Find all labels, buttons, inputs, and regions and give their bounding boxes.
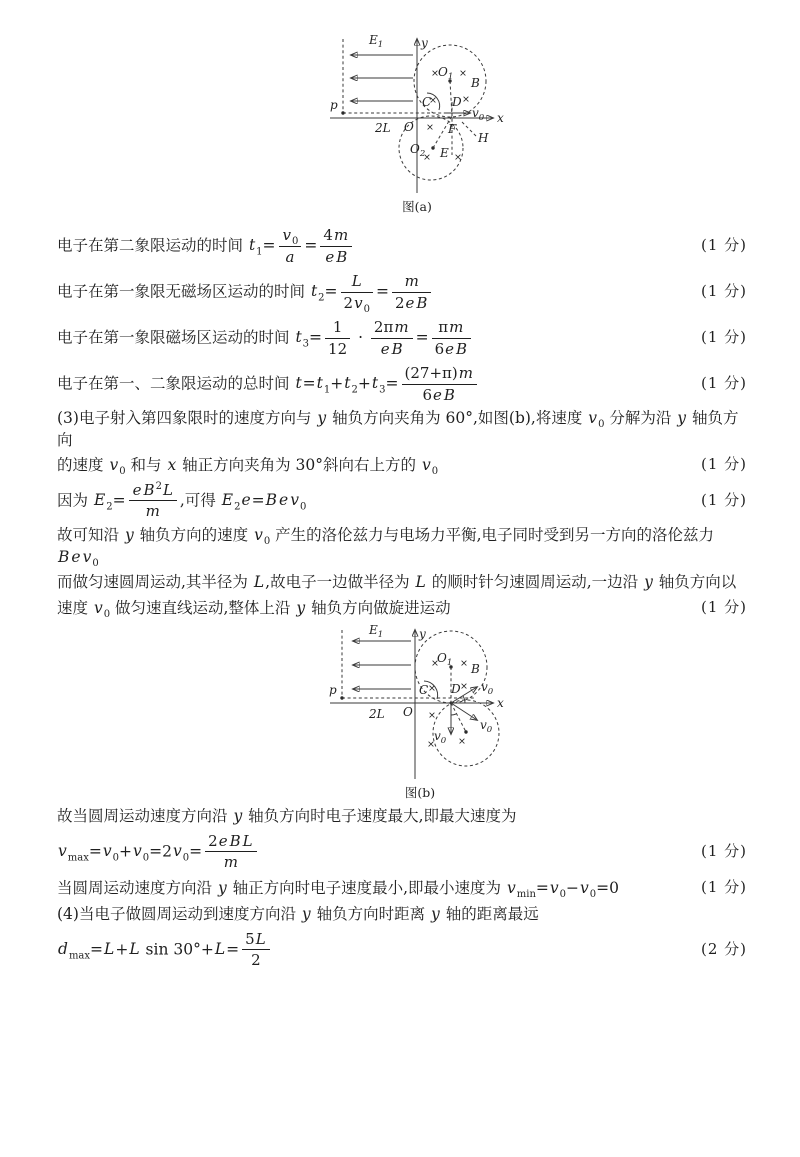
figure-b-diagram: [325, 621, 525, 803]
math-variable: L: [415, 572, 426, 591]
math-subscript: 0: [263, 536, 271, 548]
math-fraction: $\frac{2\pi m}{\text{e B}}$: [371, 318, 413, 359]
solution-line-text: 因为 $E_2=$ $\frac{e B^2L}{m}$ ,可得 $E_2e=B$ e $v_0$: [57, 480, 307, 521]
math-variable: E: [93, 490, 106, 509]
solution-line: [57, 829, 747, 875]
math-variable: L: [242, 831, 253, 850]
math-subscript: 2: [351, 384, 358, 396]
field-into-page-icon: ×: [458, 735, 466, 747]
math-variable: B: [336, 247, 348, 266]
score-label: (1 分): [700, 598, 747, 616]
label-D: D: [451, 681, 461, 696]
label-B: B: [471, 76, 480, 90]
math-variable: L: [162, 480, 173, 499]
math-subscript: 2: [106, 501, 113, 513]
math-subscript: 0: [142, 851, 150, 863]
point-p-dot: [340, 696, 343, 699]
math-variable: m: [458, 363, 473, 382]
label-O: O: [403, 704, 413, 719]
label-O: O: [404, 120, 414, 134]
solution-line-text: 故可知沿 y 轴负方向的速度 $v_0$ 产生的洛伦兹力与电场力平衡,电子同时受到另一方向的洛伦兹力 B e $v_0$: [57, 525, 715, 570]
solution-line-text: 速度 $v_0$ 做匀速直线运动,整体上沿 y 轴负方向做旋进运动: [57, 598, 451, 620]
solution-line: [57, 875, 747, 901]
label-C: C: [419, 682, 429, 697]
math-subscript: 0: [559, 888, 567, 900]
label-O1: $O_1$: [437, 650, 453, 668]
field-into-page-icon: ×: [460, 680, 468, 692]
math-variable: v: [102, 841, 112, 860]
label-2L: 2L: [375, 121, 391, 135]
field-into-page-icon: ×: [460, 657, 468, 669]
math-variable: t: [248, 236, 256, 254]
math-superscript: 2: [155, 480, 162, 492]
math-subscript: 0: [589, 888, 597, 900]
score-label: (1 分): [700, 236, 747, 255]
solution-line: [57, 452, 747, 478]
angle-arc: [463, 696, 465, 703]
solution-line: [57, 361, 747, 407]
math-variable: E: [221, 490, 234, 509]
physics-solution-page: [57, 25, 747, 973]
label-E1: $E_1$: [369, 33, 384, 50]
solution-line: [57, 407, 747, 452]
solution-line: [57, 315, 747, 361]
math-variable: v: [549, 878, 559, 897]
math-variable: B: [265, 490, 278, 509]
score-label: (1 分): [700, 328, 747, 347]
math-variable: v: [58, 841, 67, 860]
field-into-page-icon: ×: [426, 122, 434, 133]
solution-line-text: $d_{max}=L+L$ sin 30°+L= $\frac{5L}{2}$: [57, 930, 691, 971]
math-variable: v: [82, 548, 92, 567]
math-variable: B: [443, 385, 455, 404]
score-label: (1 分): [700, 455, 747, 474]
math-subscript: 0: [103, 608, 111, 620]
field-into-page-icon: ×: [431, 68, 439, 79]
math-subscript: min: [516, 888, 536, 900]
math-variable: d: [58, 939, 68, 958]
label-F: F: [448, 122, 457, 136]
math-variable: m: [145, 502, 160, 521]
score-label: (1 分): [700, 282, 747, 301]
math-fraction: $\frac{5L}{2}$: [242, 930, 270, 971]
field-into-page-icon: ×: [431, 657, 439, 669]
math-variable: x: [167, 455, 177, 474]
solution-line-text: $v_{max}=v_0+v_0=2v_0=$ $\frac{\text{2e B L}}{m}$: [57, 832, 691, 873]
math-variable: m: [333, 225, 349, 244]
math-variable: e: [405, 293, 415, 312]
label-v0-down: $v_0$: [434, 728, 447, 746]
math-variable: e: [279, 490, 289, 509]
math-fraction: $\frac{1}{12}$: [325, 318, 350, 359]
score-label: (1 分): [700, 491, 747, 510]
math-subscript: 0: [363, 303, 370, 315]
lower-center-dot: [464, 730, 467, 733]
label-x: x: [497, 111, 504, 125]
math-variable: m: [223, 853, 238, 872]
label-E1: $E_1$: [369, 622, 384, 640]
math-fraction: $\frac{4m}{\text{e B}}$: [320, 226, 352, 267]
math-variable: m: [449, 317, 464, 336]
solution-line-text: 故当圆周运动速度方向沿 y 轴负方向时电子速度最大,即最大速度为: [57, 806, 517, 825]
math-variable: B: [229, 831, 241, 850]
solution-line-text: 电子在第一、二象限运动的总时间 $t=t_1+t_2+t_3=$ $\frac{(27+\pi)m}{\text{6e B}}$: [57, 364, 691, 405]
math-fraction: $\frac{(27+\pi)m}{\text{6e B}}$: [402, 364, 477, 405]
solution-line: [57, 595, 747, 621]
math-subscript: 0: [182, 851, 190, 863]
field-into-page-icon: ×: [428, 709, 436, 721]
v0-down-right-arrow: [451, 703, 477, 720]
field-into-page-icon: ×: [428, 682, 436, 694]
math-variable: y: [301, 904, 311, 923]
solution-line-text: (4)当电子做圆周运动到速度方向沿 y 轴负方向时距离 y 轴的距离最远: [57, 904, 539, 923]
math-subscript: 3: [302, 338, 310, 350]
label-y: y: [419, 626, 426, 641]
field-into-page-icon: ×: [429, 95, 437, 106]
field-into-page-icon: ×: [454, 152, 462, 163]
math-variable: y: [431, 904, 440, 923]
math-variable: L: [214, 939, 226, 958]
label-2L: 2L: [369, 706, 385, 721]
math-subscript: 0: [112, 851, 119, 863]
solution-line-text: 而做匀速圆周运动,其半径为 L,故电子一边做半径为 L 的顺时针匀速圆周运动,一边沿 y 轴负方向以: [57, 572, 737, 591]
math-variable: v: [507, 878, 516, 897]
solution-line-text: 当圆周运动速度方向沿 y 轴正方向时电子速度最小,即最小速度为 $v_{min}=v_0-v_0=0$: [57, 878, 620, 900]
label-v0-up: $v_0$: [481, 679, 494, 697]
solution-lines-top: [57, 223, 747, 621]
math-variable: B: [416, 293, 428, 312]
H-pointer-line: [461, 121, 476, 136]
math-variable: t: [310, 282, 318, 300]
label-O2: $O_2$: [410, 142, 426, 159]
math-subscript: 2: [318, 292, 325, 304]
score-label: (1 分): [700, 842, 747, 860]
solution-line-text: 电子在第二象限运动的时间 $t_1=$ $\frac{v_0}{a}$ = $\frac{4m}{\text{e B}}$: [57, 226, 691, 267]
figure-a-diagram: [325, 25, 525, 217]
math-variable: v: [290, 490, 299, 509]
angle-arc: [451, 714, 456, 715]
math-variable: e: [445, 339, 454, 358]
math-variable: t: [295, 328, 302, 346]
math-variable: m: [404, 271, 419, 290]
math-fraction: $\frac{m}{\text{2e B}}$: [392, 272, 431, 313]
math-variable: B: [456, 339, 468, 358]
math-variable: v: [580, 878, 589, 897]
solution-line: [57, 803, 747, 829]
math-variable: y: [124, 525, 134, 544]
label-p: p: [329, 682, 337, 697]
math-variable: t: [371, 374, 379, 392]
label-O1: $O_1$: [438, 65, 454, 82]
solution-line: [57, 524, 747, 569]
label-y: y: [421, 36, 428, 50]
label-B: B: [471, 661, 480, 676]
math-variable: v: [588, 409, 598, 427]
math-subscript: 2: [234, 501, 241, 513]
math-subscript: 1: [323, 384, 331, 396]
math-variable: v: [93, 598, 103, 617]
label-E: E: [440, 146, 449, 160]
math-variable: y: [644, 572, 653, 591]
math-variable: B: [391, 339, 403, 358]
solution-line: [57, 223, 747, 269]
field-into-page-icon: ×: [462, 94, 470, 105]
figure-b-caption: 图(b): [404, 784, 436, 800]
math-fraction: $\frac{\text{2e B L}}{m}$: [205, 832, 256, 873]
math-variable: v: [421, 455, 431, 474]
math-variable: B: [58, 548, 70, 567]
score-label: (2 分): [700, 940, 747, 958]
math-subscript: 0: [598, 419, 605, 431]
math-variable: y: [233, 806, 243, 825]
math-subscript: 1: [256, 246, 263, 258]
solution-line: [57, 569, 747, 595]
math-fraction: $\frac{L}{2v_0}$: [341, 272, 373, 313]
point-p-dot: [341, 111, 344, 114]
math-variable: v: [173, 841, 182, 860]
math-subscript: 0: [292, 235, 299, 247]
math-variable: e: [380, 339, 390, 358]
math-variable: y: [317, 409, 327, 427]
solution-line-text: (3)电子射入第四象限时的速度方向与 y 轴负方向夹角为 60°,如图(b),将速度 $v_0$ 分解为沿 y 轴负方向: [57, 409, 739, 450]
math-variable: t: [295, 374, 302, 392]
math-variable: t: [344, 374, 351, 392]
math-variable: L: [253, 572, 265, 591]
solution-line-text: 的速度 $v_0$ 和与 x 轴正方向夹角为 30°斜向右上方的 $v_0$: [57, 455, 439, 477]
math-variable: a: [285, 247, 295, 266]
field-into-page-icon: ×: [423, 152, 431, 163]
math-fraction: [279, 226, 302, 267]
math-variable: e: [325, 247, 335, 266]
solution-lines-bottom: [57, 803, 747, 973]
math-variable: e: [71, 548, 81, 567]
math-variable: m: [394, 317, 409, 336]
field-into-page-icon: ×: [459, 68, 467, 79]
label-H: H: [478, 131, 489, 145]
math-variable: t: [316, 374, 323, 392]
math-subscript: 0: [431, 465, 439, 477]
score-label: (1 分): [700, 878, 747, 896]
field-into-page-icon: ×: [427, 738, 435, 750]
label-D: D: [452, 95, 462, 109]
math-subscript: 0: [119, 465, 126, 477]
math-variable: e: [241, 490, 251, 509]
math-variable: y: [677, 409, 687, 427]
math-subscript: 3: [379, 384, 386, 396]
math-variable: L: [129, 939, 140, 958]
solution-line: [57, 478, 747, 524]
solution-line-text: 电子在第一象限磁场区运动的时间 $t_3=$ $\frac{1}{12}$ · $\frac{2\pi m}{\text{e B}}$ = $\frac{\pi m}{\text{6e B}}$: [57, 318, 691, 359]
math-variable: v: [133, 841, 142, 860]
math-variable: L: [255, 929, 266, 948]
label-p: p: [330, 98, 338, 112]
solution-line: [57, 901, 747, 927]
math-variable: v: [254, 525, 263, 544]
label-x: x: [497, 695, 504, 710]
score-label: (1 分): [700, 374, 747, 393]
solution-line: [57, 269, 747, 315]
figure-a-caption: 图(a): [402, 199, 432, 214]
math-variable: e: [132, 480, 142, 499]
math-variable: y: [296, 598, 306, 617]
math-variable: v: [282, 225, 292, 244]
solution-line-text: 电子在第一象限无磁场区运动的时间 $t_2=$ $\frac{L}{2v_0}$ = $\frac{m}{\text{2e B}}$: [57, 272, 691, 313]
math-variable: v: [109, 455, 119, 474]
math-variable: L: [351, 271, 362, 290]
label-v0: $v_0$: [472, 106, 485, 123]
math-subscript: 0: [92, 558, 99, 570]
math-variable: v: [354, 293, 363, 312]
math-variable: e: [433, 385, 442, 404]
math-fraction: $\frac{\pi m}{\text{6e B}}$: [432, 318, 471, 359]
label-v0-down-right: $v_0$: [480, 717, 493, 735]
label-C: C: [422, 95, 432, 109]
math-subscript: 0: [300, 501, 307, 513]
math-variable: L: [104, 939, 115, 958]
math-subscript: max: [68, 949, 91, 961]
solution-line: [57, 927, 747, 973]
math-variable: y: [217, 878, 227, 897]
math-variable: B: [143, 480, 155, 499]
math-subscript: max: [67, 851, 89, 863]
math-fraction: [129, 481, 177, 522]
math-variable: e: [218, 831, 228, 850]
